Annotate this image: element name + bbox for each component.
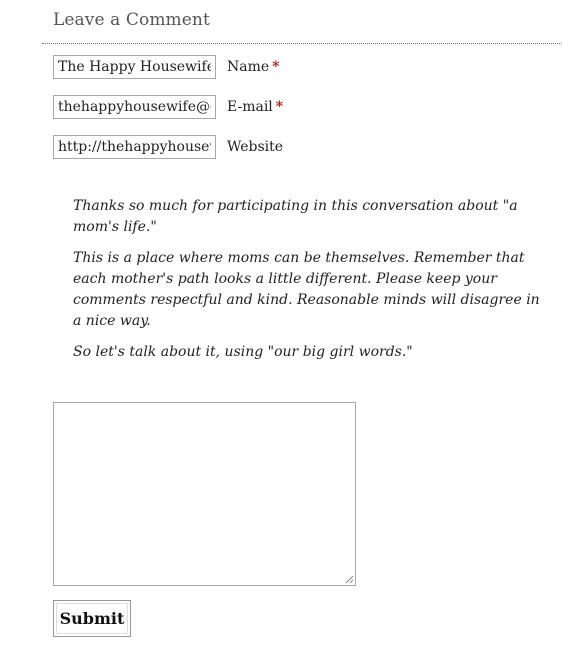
website-label-text: Website [227,139,284,155]
name-field-row [53,55,280,79]
notice-paragraph-invitation: So let's talk about it, using "our big girl words." [73,344,413,360]
resize-grip-icon[interactable] [344,574,354,584]
website-label [227,139,283,155]
email-input[interactable] [53,95,216,119]
email-required-mark: * [275,99,284,115]
email-label-text: E-mail [227,99,273,115]
name-required-mark: * [272,59,280,75]
notice-paragraph-guidelines: This is a place where moms can be themselves. Remember that each mother's path looks a little different. Please keep your comments respectful and kind. Reasonable minds will disagree in a nice way. [73,250,540,329]
name-label [227,59,280,75]
website-input[interactable] [53,135,216,159]
email-label [227,99,283,115]
website-field-row [53,135,283,159]
notice-paragraph-thanks: Thanks so much for participating in this conversation about "a mom's life." [73,198,518,235]
comment-section-heading: Leave a Comment [53,10,210,30]
email-field-row [53,95,283,119]
heading-divider [42,43,562,44]
name-input[interactable] [53,55,216,79]
submit-button[interactable]: Submit [53,600,131,637]
comment-textarea[interactable] [53,402,356,586]
comment-policy-notice [73,196,543,373]
name-label-text: Name [227,59,270,75]
